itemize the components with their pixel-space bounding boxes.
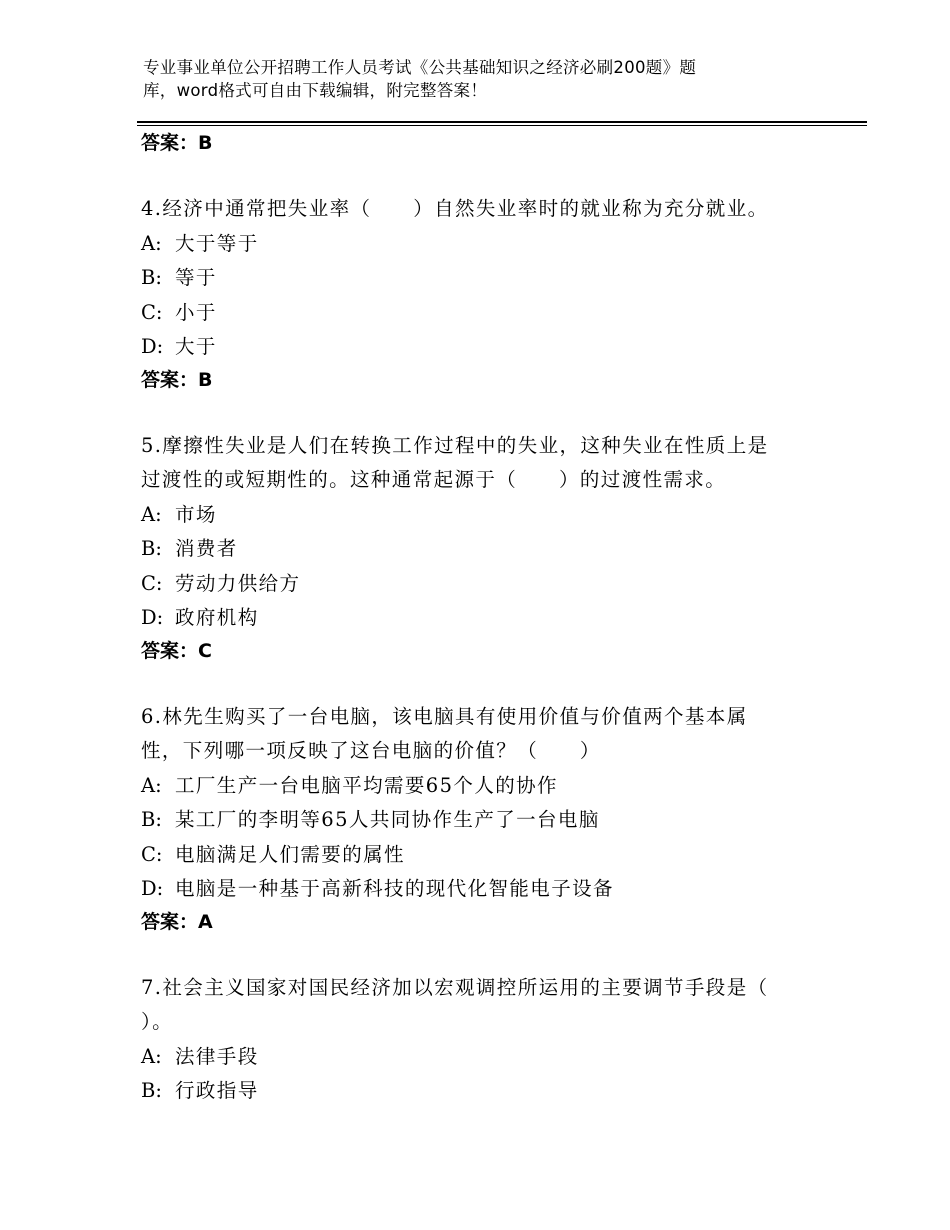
option-letter: D: bbox=[141, 877, 164, 900]
question-text: 4.经济中通常把失业率（ ）自然失业率时的就业称为充分就业。 bbox=[141, 197, 769, 220]
option-letter: B: bbox=[141, 1079, 162, 1102]
option-letter: A: bbox=[141, 773, 162, 797]
option-b bbox=[141, 1074, 821, 1109]
option-text: 等于 bbox=[175, 266, 217, 289]
option-c bbox=[141, 567, 821, 602]
option-a bbox=[141, 227, 821, 262]
question-list bbox=[141, 128, 821, 1109]
question-text-line-1: 6.林先生购买了一台电脑，该电脑具有使用价值与价值两个基本属 bbox=[141, 704, 748, 728]
option-text: 电脑满足人们需要的属性 bbox=[175, 842, 405, 866]
option-text: 法律手段 bbox=[175, 1044, 259, 1068]
option-text: 市场 bbox=[175, 502, 217, 526]
document-header bbox=[143, 56, 783, 102]
option-letter: D: bbox=[141, 606, 164, 629]
question-5 bbox=[141, 429, 821, 667]
header-rule-thin bbox=[137, 125, 867, 126]
option-letter: B: bbox=[141, 537, 162, 560]
option-letter: D: bbox=[141, 335, 164, 358]
option-letter: B: bbox=[141, 808, 162, 831]
header-title-line-2: 库，word格式可自由下载编辑，附完整答案！ bbox=[143, 81, 488, 100]
option-letter: A: bbox=[141, 502, 162, 526]
question-7 bbox=[141, 971, 821, 1109]
option-text: 消费者 bbox=[175, 537, 238, 560]
option-text: 劳动力供给方 bbox=[175, 571, 301, 595]
option-b bbox=[141, 261, 821, 296]
option-d bbox=[141, 601, 821, 636]
option-text: 政府机构 bbox=[175, 606, 259, 629]
option-text: 行政指导 bbox=[175, 1079, 259, 1102]
question-text-line-1: 5.摩擦性失业是人们在转换工作过程中的失业，这种失业在性质上是 bbox=[141, 433, 769, 457]
option-c bbox=[141, 296, 821, 331]
answer-label: 答案：B bbox=[141, 132, 213, 154]
header-rule-thick bbox=[137, 121, 867, 123]
option-a bbox=[141, 1040, 821, 1075]
option-b bbox=[141, 532, 821, 567]
answer-label: 答案：B bbox=[141, 368, 213, 391]
option-text: 电脑是一种基于高新科技的现代化智能电子设备 bbox=[175, 877, 614, 900]
question-text-line-2: ）。 bbox=[141, 1010, 174, 1033]
option-a bbox=[141, 769, 821, 804]
question-text-line-2: 过渡性的或短期性的。这种通常起源于（ ）的过渡性需求。 bbox=[141, 468, 727, 491]
option-text: 小于 bbox=[175, 300, 217, 324]
question-text-line-2: 性，下列哪一项反映了这台电脑的价值？（ ） bbox=[141, 739, 601, 762]
option-letter: A: bbox=[141, 231, 162, 255]
option-b bbox=[141, 803, 821, 838]
option-letter: C: bbox=[141, 842, 163, 866]
option-text: 大于 bbox=[175, 335, 217, 358]
option-letter: C: bbox=[141, 300, 163, 324]
option-d bbox=[141, 872, 821, 907]
option-text: 某工厂的李明等65人共同协作生产了一台电脑 bbox=[175, 808, 600, 831]
option-letter: A: bbox=[141, 1044, 162, 1068]
question-text-line-1: 7.社会主义国家对国民经济加以宏观调控所运用的主要调节手段是（ bbox=[141, 975, 769, 999]
header-title-line-1: 专业事业单位公开招聘工作人员考试《公共基础知识之经济必刷200题》题 bbox=[143, 58, 697, 77]
option-letter: B: bbox=[141, 266, 162, 289]
option-a bbox=[141, 498, 821, 533]
option-text: 大于等于 bbox=[175, 231, 259, 255]
answer-label: 答案：C bbox=[141, 639, 212, 662]
option-c bbox=[141, 838, 821, 873]
option-d bbox=[141, 330, 821, 365]
question-4 bbox=[141, 192, 821, 396]
option-letter: C: bbox=[141, 571, 163, 595]
answer-label: 答案：A bbox=[141, 910, 213, 933]
question-6 bbox=[141, 700, 821, 938]
option-text: 工厂生产一台电脑平均需要65个人的协作 bbox=[175, 773, 558, 797]
